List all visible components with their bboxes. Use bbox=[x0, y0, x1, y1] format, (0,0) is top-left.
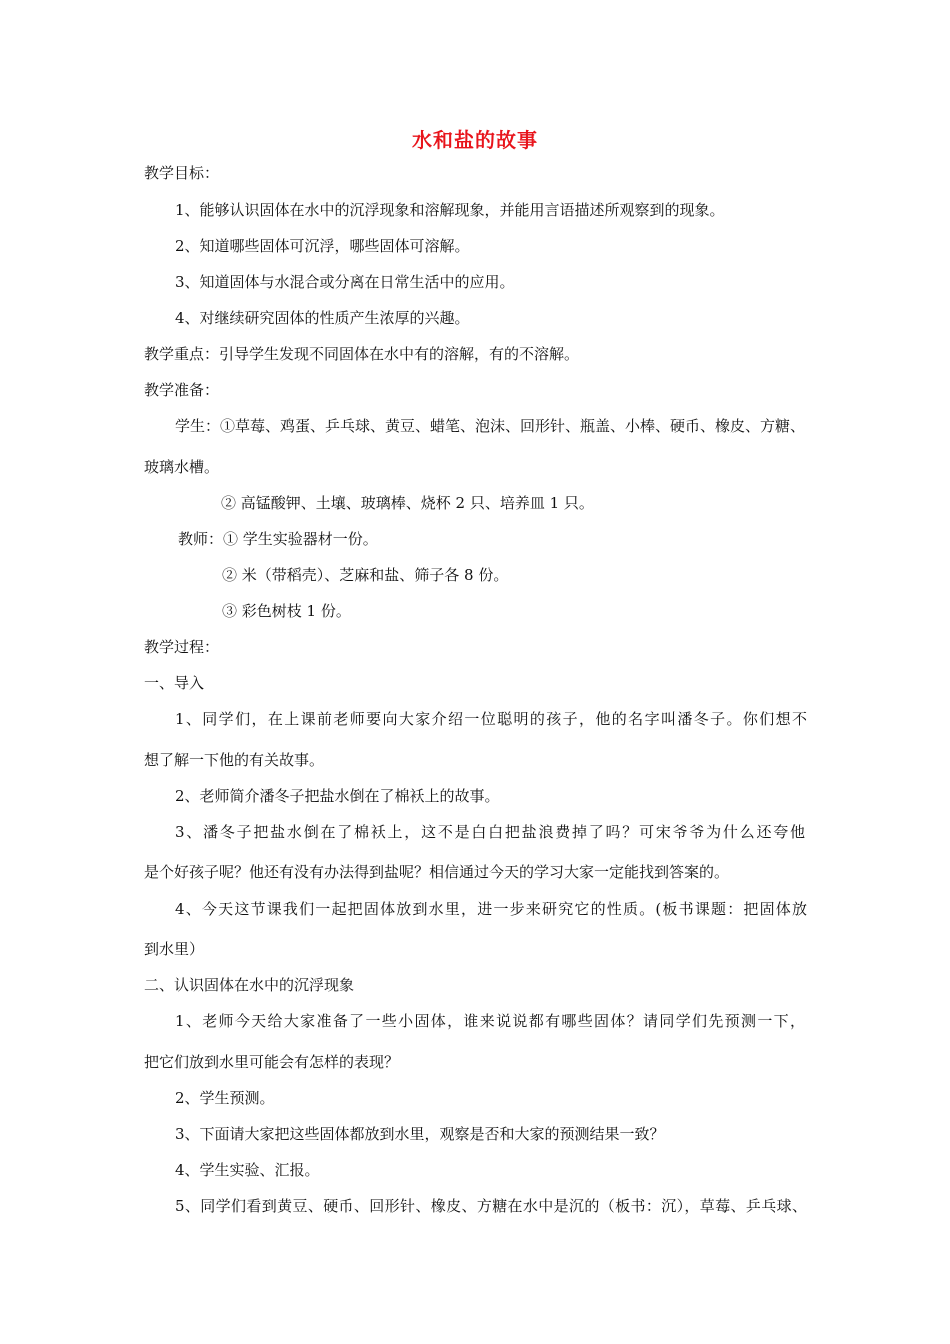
paragraph-line: 3、潘冬子把盐水倒在了棉袄上，这不是白白把盐浪费掉了吗？可宋爷爷为什么还夸他 bbox=[175, 823, 805, 841]
section-heading-process: 教学过程： bbox=[144, 638, 220, 656]
student-materials-continuation: 玻璃水槽。 bbox=[144, 458, 220, 476]
student-materials-line: 学生：①草莓、鸡蛋、乒乓球、黄豆、蜡笔、泡沫、回形针、瓶盖、小棒、硬币、橡皮、方糖、 bbox=[175, 417, 806, 435]
subsection-heading: 一、导入 bbox=[144, 674, 205, 692]
paragraph-line: 2、老师简介潘冬子把盐水倒在了棉袄上的故事。 bbox=[175, 787, 500, 805]
paragraph-line: 1、同学们，在上课前老师要向大家介绍一位聪明的孩子，他的名字叫潘冬子。你们想不 bbox=[175, 710, 807, 728]
paragraph-line: 是个好孩子呢？他还有没有办法得到盐呢？相信通过今天的学习大家一定能找到答案的。 bbox=[144, 863, 730, 881]
paragraph-line: 想了解一下他的有关故事。 bbox=[144, 751, 325, 769]
teacher-materials-line: ② 米（带稻壳）、芝麻和盐、筛子各 8 份。 bbox=[222, 566, 509, 584]
objective-item: 1、能够认识固体在水中的沉浮现象和溶解现象，并能用言语描述所观察到的现象。 bbox=[175, 201, 725, 219]
key-point-line: 教学重点：引导学生发现不同固体在水中有的溶解，有的不溶解。 bbox=[144, 345, 580, 363]
section-heading-preparation: 教学准备： bbox=[144, 381, 220, 399]
paragraph-line: 3、下面请大家把这些固体都放到水里，观察是否和大家的预测结果一致？ bbox=[175, 1125, 665, 1143]
objective-item: 3、知道固体与水混合或分离在日常生活中的应用。 bbox=[175, 273, 515, 291]
teacher-materials-line: 教师：① 学生实验器材一份。 bbox=[178, 530, 378, 548]
objective-item: 4、对继续研究固体的性质产生浓厚的兴趣。 bbox=[175, 309, 470, 327]
paragraph-line: 把它们放到水里可能会有怎样的表现？ bbox=[144, 1053, 400, 1071]
objective-item: 2、知道哪些固体可沉浮，哪些固体可溶解。 bbox=[175, 237, 470, 255]
paragraph-line: 4、学生实验、汇报。 bbox=[175, 1161, 320, 1179]
section-heading-objectives: 教学目标： bbox=[144, 164, 220, 182]
subsection-heading: 二、认识固体在水中的沉浮现象 bbox=[144, 976, 355, 994]
paragraph-line: 2、学生预测。 bbox=[175, 1089, 275, 1107]
student-materials-line-2: ② 高锰酸钾、土壤、玻璃棒、烧杯 2 只、培养皿 1 只。 bbox=[221, 494, 594, 512]
paragraph-line: 到水里） bbox=[144, 940, 205, 958]
teacher-materials-line: ③ 彩色树枝 1 份。 bbox=[222, 602, 351, 620]
paragraph-line: 1、老师今天给大家准备了一些小固体，谁来说说都有哪些固体？请同学们先预测一下， bbox=[175, 1012, 805, 1030]
paragraph-line: 4、今天这节课我们一起把固体放到水里，进一步来研究它的性质。(板书课题：把固体放 bbox=[175, 900, 807, 918]
paragraph-line: 5、同学们看到黄豆、硬币、回形针、橡皮、方糖在水中是沉的（板书：沉），草莓、乒乓球、 bbox=[175, 1197, 807, 1215]
document-title: 水和盐的故事 bbox=[412, 128, 538, 152]
